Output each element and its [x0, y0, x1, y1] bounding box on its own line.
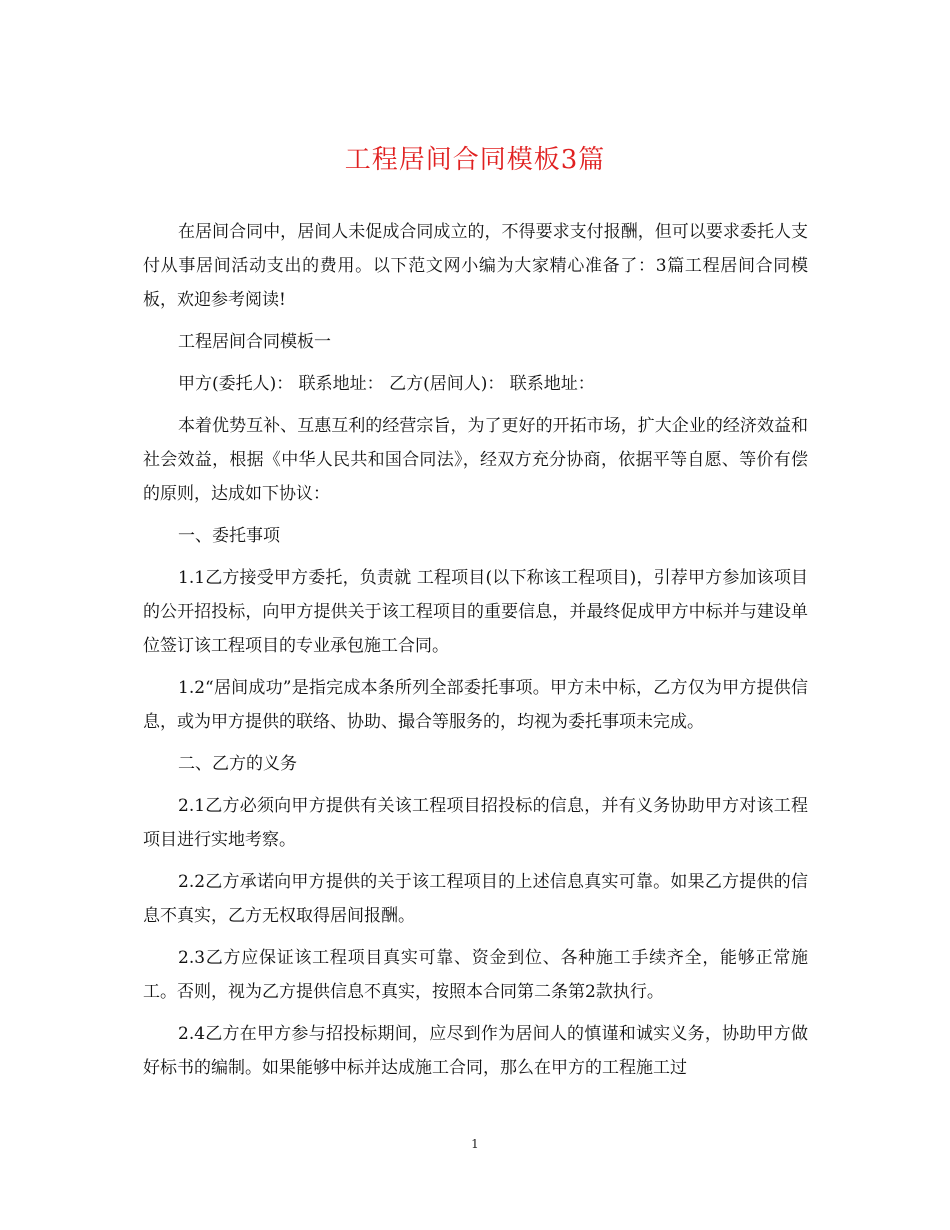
page-number: 1 [471, 1137, 479, 1151]
preamble-paragraph: 本着优势互补、互惠互利的经营宗旨，为了更好的开拓市场，扩大企业的经济效益和社会效益，根据《中华人民共和国合同法》，经双方充分协商，依据平等自愿、等价有偿的原则，达成如下协议： [143, 416, 808, 504]
clause-2-4: 2.4乙方在甲方参与招投标期间，应尽到作为居间人的慎谨和诚实义务，协助甲方做好标书的编制。如果能够中标并达成施工合同，那么在甲方的工程施工过 [143, 1024, 808, 1078]
section-heading-1: 一、委托事项 [178, 526, 280, 546]
intro-paragraph: 在居间合同中，居间人未促成合同成立的，不得要求支付报酬，但可以要求委托人支付从事居间活动支出的费用。以下范文网小编为大家精心准备了：3篇工程居间合同模板，欢迎参考阅读! [143, 222, 808, 310]
section-heading-2: 二、乙方的义务 [178, 754, 297, 774]
parties-line: 甲方(委托人)： 联系地址： 乙方(居间人)： 联系地址： [178, 374, 595, 394]
clause-2-2: 2.2乙方承诺向甲方提供的关于该工程项目的上述信息真实可靠。如果乙方提供的信息不真实，乙方无权取得居间报酬。 [143, 872, 808, 926]
clause-1-2: 1.2“居间成功”是指完成本条所列全部委托事项。甲方未中标，乙方仅为甲方提供信息，或为甲方提供的联络、协助、撮合等服务的，均视为委托事项未完成。 [143, 678, 808, 732]
document-title: 工程居间合同模板3篇 [344, 145, 606, 175]
clause-1-1: 1.1乙方接受甲方委托，负责就 工程项目(以下称该工程项目)，引荐甲方参加该项目的公开招投标，向甲方提供关于该工程项目的重要信息，并最终促成甲方中标并与建设单位签订该工程项目的专业承包施工合同。 [143, 568, 808, 656]
document-body [143, 215, 808, 1093]
template-heading: 工程居间合同模板一 [178, 332, 331, 352]
clause-2-3: 2.3乙方应保证该工程项目真实可靠、资金到位、各种施工手续齐全，能够正常施工。否则，视为乙方提供信息不真实，按照本合同第二条第2款执行。 [143, 948, 808, 1002]
clause-2-1: 2.1乙方必须向甲方提供有关该工程项目招投标的信息，并有义务协助甲方对该工程项目进行实地考察。 [143, 796, 808, 850]
